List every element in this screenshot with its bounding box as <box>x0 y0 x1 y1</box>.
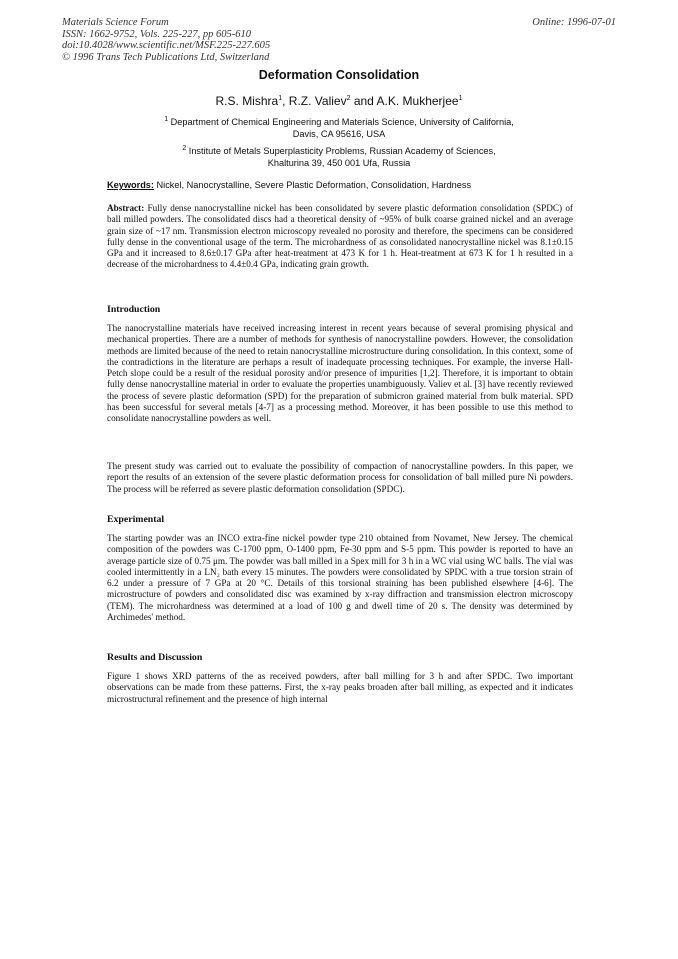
publication-header <box>62 17 270 63</box>
section-heading-results: Results and Discussion <box>107 652 203 663</box>
affiliation-1 <box>100 114 578 140</box>
affiliation-line: Khalturina 39, 450 001 Ufa, Russia <box>267 158 411 169</box>
abstract-text: Fully dense nanocrystalline nickel has been consolidated by severe plastic deformation consolidation (SPDC) of ball milled powders. The consolidated discs had a theoretical density of ~95% of bulk coarse grained nickel and an average grain size of ~17 nm. Transmission electron microscopy revealed no porosity and therefore, the specimens can be considered fully dense in the conventional usage of the term. The microhardness of as consolidated nanocrystalline nickel was 8.1±0.15 GPa and it increased to 8.6±0.17 GPa after heat-treatment at 473 K for 1 h. Heat-treatment at 673 K for 1 h resulted in a decrease of the microhardness to 4.4±0.4 GPa, indicating grain growth. <box>107 203 573 270</box>
online-date: Online: 1996-07-01 <box>532 17 616 28</box>
experimental-paragraph: The starting powder was an INCO extra-fine nickel powder type 210 obtained from Novamet, New Jersey. The chemical composition of the powders was C-1700 ppm, O-1400 ppm, Fe-30 ppm and S-5 ppm. This powder is reported to have an average particle size of 0.75 μm. The powder was ball milled in a Spex mill for 3 h in a WC vial using WC balls. The vial was cooled intermittently in a LN₂ bath every 15 minutes. The powders were consolidated by SPDC with a true torsion strain of 6.2 under a pressure of 7 GPa at 20 °C. Details of this torsional straining has been published elsewhere [4-6]. The microstructure of powders and consolidated disc was examined by x-ray diffraction and transmission electron microscopy (TEM). The microhardness was determined at a load of 100 g and dwell time of 20 s. The density was determined by Archimedes' method. <box>107 533 573 623</box>
paper-title: Deformation Consolidation <box>258 68 420 82</box>
author-affiliation-mark: 1 <box>458 95 463 102</box>
journal-name: Materials Science Forum <box>62 17 169 28</box>
author-name: and A.K. Mukherjee <box>350 94 459 108</box>
affiliation-mark: 2 <box>182 145 187 152</box>
affiliation-line: Davis, CA 95616, USA <box>292 129 386 140</box>
introduction-paragraph-2: The present study was carried out to evaluate the possibility of compaction of nanocrystalline powders. In this paper, we report the results of an extension of the severe plastic deformation process for consolidation of ball milled pure Ni powders. The process will be referred as severe plastic deformation consolidation (SPDC). <box>107 461 573 494</box>
keywords-label: Keywords: <box>107 180 154 190</box>
section-heading-introduction: Introduction <box>107 304 161 315</box>
issn-line: ISSN: 1662-9752, Vols. 225-227, pp 605-610 <box>62 28 251 40</box>
doi-line: doi:10.4028/www.scientific.net/MSF.225-227.605 <box>62 40 271 52</box>
copyright-line: © 1996 Trans Tech Publications Ltd, Switzerland <box>62 51 270 63</box>
abstract-label: Abstract: <box>107 203 145 213</box>
author-name: R.S. Mishra <box>215 94 279 108</box>
affiliation-2 <box>100 143 578 169</box>
keywords-text: Nickel, Nanocrystalline, Severe Plastic Deformation, Consolidation, Hardness <box>153 180 472 190</box>
affiliation-mark: 1 <box>164 116 169 123</box>
affiliation-line: Department of Chemical Engineering and Materials Science, University of California, <box>168 117 514 128</box>
keywords <box>107 180 471 190</box>
author-name: , R.Z. Valiev <box>282 94 347 108</box>
affiliation-line: Institute of Metals Superplasticity Problems, Russian Academy of Sciences, <box>186 146 496 157</box>
results-paragraph: Figure 1 shows XRD patterns of the as received powders, after ball milling for 3 h and after SPDC. Two important observations can be made from these patterns. First, the x-ray peaks broaden after ball milling, as expected and it indicates microstructural refinement and the presence of high internal <box>107 671 573 704</box>
introduction-paragraph-1: The nanocrystalline materials have received increasing interest in recent years because of several promising physical and mechanical properties. There are a number of methods for synthesis of nanocrystalline powders. However, the consolidation methods are limited because of the need to retain nanocrystalline microstructure during consolidation. In this context, some of the contradictions in the literature are perhaps a result of inadequate processing techniques. For example, the inverse Hall-Petch slope could be a result of the residual porosity and/or presence of impurities [1,2]. Therefore, it is important to obtain fully dense nanocrystalline material in order to evaluate the properties unambiguously. Valiev et al. [3] have recently reviewed the process of severe plastic deformation (SPD) for the preparation of submicron grained material from bulk material. SPD has been successful for several metals [4-7] as a processing method. Moreover, it has been possible to use this method to consolidate nanocrystalline powders as well. <box>107 323 573 424</box>
abstract <box>107 203 573 271</box>
author-affiliation-mark: 1 <box>278 95 283 102</box>
author-affiliation-mark: 2 <box>346 95 351 102</box>
section-heading-experimental: Experimental <box>107 514 165 525</box>
author-list <box>0 94 678 108</box>
